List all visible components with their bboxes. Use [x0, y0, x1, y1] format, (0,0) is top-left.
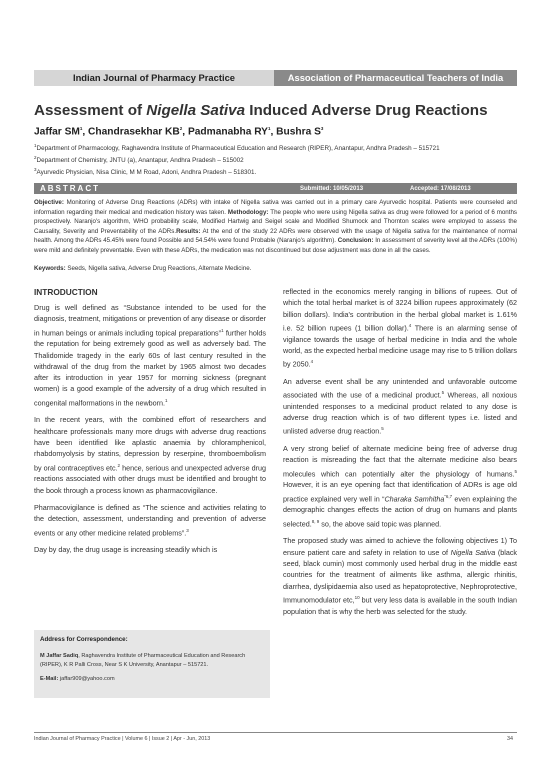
paragraph: reflected in the economics merely ranging in billions of rupees. Out of which the total herbal market is of 3224 billion rupees approximately (62 billion dollars). India's contribution in the herbal global market is 1.61% i.e. 52 billion rupees (1 billion dollar).$^4$ There is an alarming sense of vigilance towards the usage of herbal medicine in India and the whole world, as the expected herbal medicine usage may rise to 5 trillion dollars by 2050.$^4$ [283, 287, 517, 369]
submitted-date: Submitted: 10/05/2013 [300, 186, 364, 192]
paragraph: An adverse event shall be any unintended and unfavorable outcome associated with the use of a medicinal product.$^5$ Whereas, all noxious unintended responses to a medicinal product related to any dose is adverse drug reaction which is of two different types i.e. listed and unlisted adverse drug reaction.$^5$ [283, 376, 517, 436]
correspondence-heading: Address for Correspondence: [40, 636, 128, 643]
paragraph: Day by day, the drug usage is increasing steadily which is [34, 545, 218, 555]
association-name-band: Association of Pharmaceutical Teachers of India [274, 70, 517, 86]
article-title: Assessment of Nigella Sativa Induced Adverse Drug Reactions [34, 102, 488, 119]
paragraph: The proposed study was aimed to achieve the following objectives 1) To ensure patient care and safety in relation to use of Nigella Sativa (black seed, black cumin) most commonly used herbal drug in the middle east countries for the treatment of ailments like asthma, allergic rhinitis, diarrhea, dyslipidaemia also used as hepatoprotective, Nephroprotective, Immunomodulator etc,$^{10}$ but very less data is available in the south Indian population that is why the herb was selected for the study. [283, 536, 518, 616]
footer-citation: Indian Journal of Pharmacy Practice | Volume 6 | Issue 2 | Apr - Jun, 2013 [34, 736, 211, 742]
affiliation-2: $^2$Department of Chemistry, JNTU (a), Anantapur, Andhra Pradesh – 515002 [34, 155, 244, 165]
correspondence-address: M Jaffar Sadiq, Raghavendra Institute of Pharmaceutical Education and Research (RIPER), K R Palli Cross, Near S K University, Anantapur – 515721. [40, 653, 246, 668]
author: Padmanabha RY [187, 126, 268, 138]
left-column [34, 302, 266, 562]
author-list: Jaffar $SM^1$, Chandrasekhar $KB^2$, Padmanabha $RY^1$, Bushra $S^3$ [34, 126, 324, 138]
keywords: Keywords: Seeds, Nigella sativa, Adverse Drug Reactions, Alternate Medicine. [34, 265, 252, 272]
accepted-date: Accepted: 17/08/2013 [410, 186, 471, 192]
affiliation-1: $^1$Department of Pharmacology, Raghavendra Institute of Pharmaceutical Education and Research (RIPER), Anantapur, Andhra Pradesh – 515721 [34, 143, 440, 153]
paragraph: Drug is well defined as “Substance intended to be used for the diagnosis, treatment, mitigations or prevention of any disease or disorder in human beings or animals including topical preparations”$^1$ further holds the reputation for being extremely good as well as adversely bad. The Thalidomide tragedy in the early 60s of last century resulted in the withdrawal of the drug from the market by 1965 almost two decades after its introduction in year 1957 for morning sickness (pregnant women) is a good example of the adversity of a drug which resulted in congenital malformations in the newborn.$^1$ [34, 303, 267, 408]
page-number: 34 [507, 736, 513, 742]
author: Chandrasekhar KB [88, 126, 180, 138]
affiliation-3: $^3$Ayurvedic Physician, Nisa Clinic, M M Road, Adoni, Andhra Pradesh – 518301. [34, 167, 257, 177]
author: Bushra S [276, 126, 321, 138]
right-column [283, 286, 517, 623]
author: Jaffar SM [34, 126, 80, 138]
paragraph: Pharmacovigilance is defined as “The science and activities relating to the detection, assessment, understanding and prevention of adverse events or any other medicine related problems”.$^3$ [34, 502, 266, 537]
abstract-text: Objective: Monitoring of Adverse Drug Reactions (ADRs) with intake of Nigella sativa was carried out in a primary care Ayurvedic hospital. Patients were counseled and information regarding their medical and medication history was taken. Methodology: The people who were using Nigella sativa as drug were followed for a period of 6 months prospectively. Naranjo's algorithm, WHO probability scale, Modified Hartwig and Seigel scale and Modified Shumock and Thornton scales were employed to assess the Causality, Severity and Preventability of the ADRs.Results: At the end of the study 22 ADRs were observed with the usage of Nigella sativa for the maintenance of normal health. Among the ADRs 45.45% were found Possible and 54.54% were found Probable (Naranjo's algorithm). Conclusion: In assessment of severity level all the ADRs (100%) were mild and definitely preventable. Even with these ADRs, the medication was not discontinued but dose adjustment was done in all the cases. [34, 199, 518, 254]
abstract-heading: ABSTRACT [40, 184, 100, 193]
paragraph: In the recent years, with the combined effort of researchers and healthcare professionals many more drugs with adverse drug reactions have been identified like aplastic anaemia by chloramphenicol, rhabdomyolysis by statins, depression by reserpine, thromboembolism by oral contraceptives etc.$^2$ hence, serious and unexpected adverse drug reactions associated with other drugs must be identified and brought to the book through a process known as pharmacovigilance. [34, 415, 266, 495]
correspondence-email: E-Mail: jaffar909@yahoo.com [40, 676, 115, 682]
paragraph: A very strong belief of alternate medicine being free of adverse drug reaction is misreading the fact that the alternate medicine also bears molecules which can potentially alter the physiology of humans.$^5$ However, it is an eye opening fact that identification of ADRs is age old practice explained very well in “Charaka Samhitha$^{”6,7}$ even explaining the demographic changes effects the action of drug on humans and plants selected.$^{8, 9}$ so, the above said topic was planned. [283, 444, 518, 529]
introduction-heading: INTRODUCTION [34, 287, 98, 297]
footer-rule [34, 732, 517, 733]
journal-name-band: Indian Journal of Pharmacy Practice [34, 70, 274, 86]
